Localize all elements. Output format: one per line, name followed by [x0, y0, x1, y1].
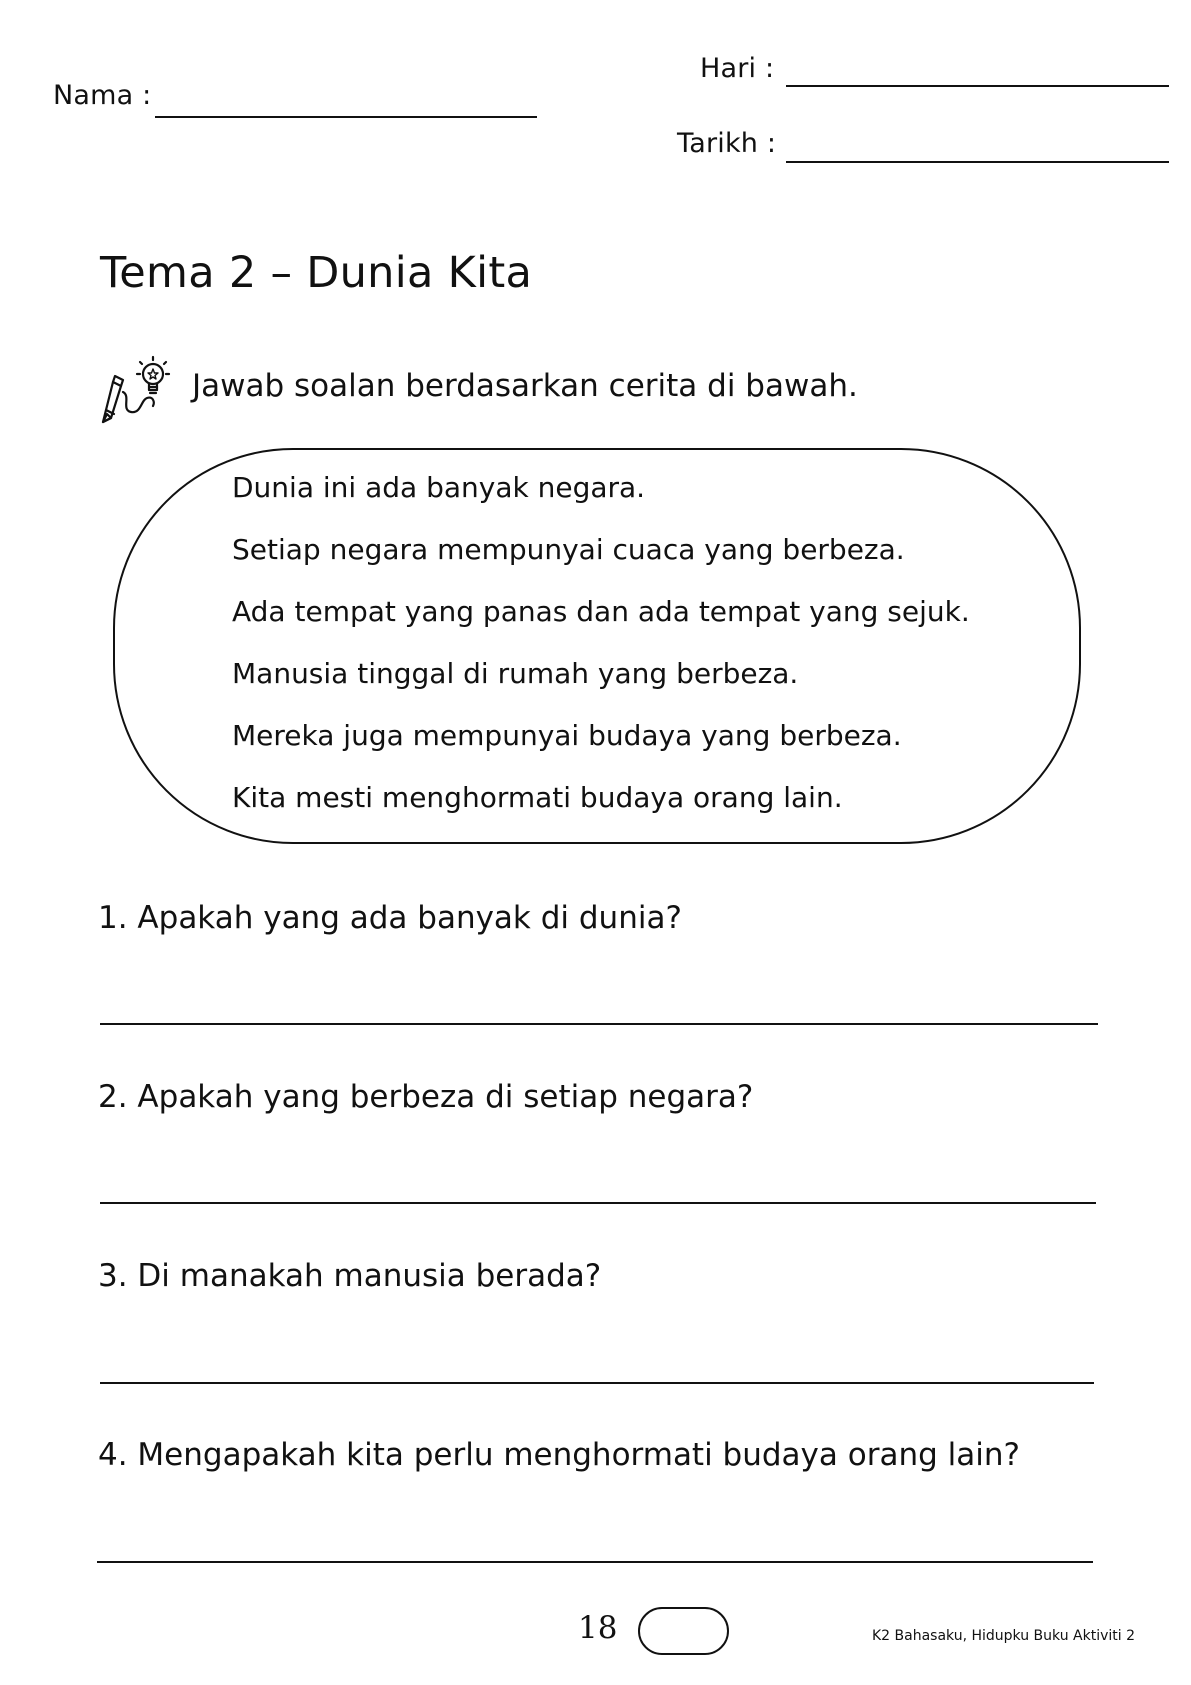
- story-text: [232, 468, 970, 840]
- day-label: Hari :: [700, 53, 775, 84]
- pencil-lightbulb-icon: [97, 352, 175, 424]
- page-title: Tema 2 – Dunia Kita: [100, 248, 533, 298]
- name-field[interactable]: [155, 116, 537, 118]
- instruction-text: Jawab soalan berdasarkan cerita di bawah.: [192, 368, 858, 404]
- answer-line-4[interactable]: [97, 1561, 1093, 1563]
- answer-line-3[interactable]: [100, 1382, 1094, 1384]
- question-3: 3. Di manakah manusia berada?: [98, 1258, 602, 1294]
- footer-book-title: K2 Bahasaku, Hidupku Buku Aktiviti 2: [872, 1628, 1136, 1644]
- date-field[interactable]: [786, 161, 1169, 163]
- page-number: 18: [578, 1610, 618, 1646]
- story-line: Ada tempat yang panas dan ada tempat yang sejuk.: [232, 595, 970, 628]
- day-field[interactable]: [786, 85, 1169, 87]
- story-line: Mereka juga mempunyai budaya yang berbeza.: [232, 719, 902, 752]
- story-line: Setiap negara mempunyai cuaca yang berbeza.: [232, 533, 905, 566]
- question-2: 2. Apakah yang berbeza di setiap negara?: [98, 1079, 754, 1115]
- answer-line-2[interactable]: [100, 1202, 1096, 1204]
- name-label: Nama :: [53, 80, 152, 111]
- story-line: Manusia tinggal di rumah yang berbeza.: [232, 657, 799, 690]
- question-1: 1. Apakah yang ada banyak di dunia?: [98, 900, 682, 936]
- story-line: Kita mesti menghormati budaya orang lain.: [232, 781, 843, 814]
- answer-line-1[interactable]: [100, 1023, 1098, 1025]
- question-4: 4. Mengapakah kita perlu menghormati budaya orang lain?: [98, 1437, 1020, 1473]
- page-oval: [638, 1607, 729, 1655]
- date-label: Tarikh :: [677, 128, 777, 159]
- story-line: Dunia ini ada banyak negara.: [232, 471, 646, 504]
